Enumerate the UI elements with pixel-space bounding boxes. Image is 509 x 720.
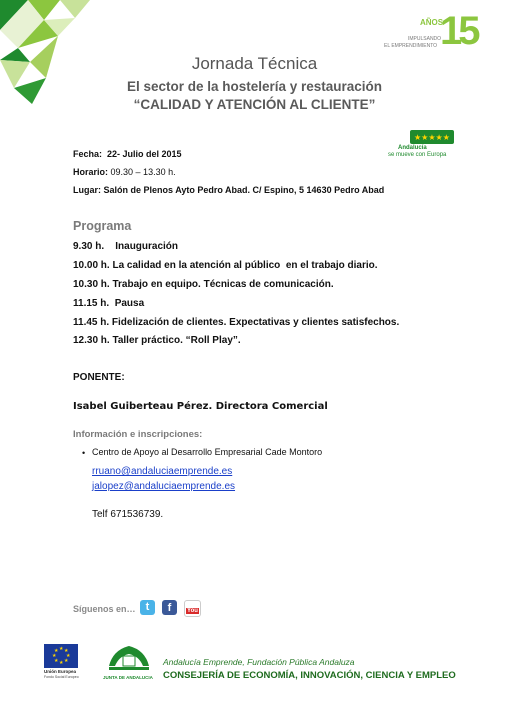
- fecha-value: 22- Julio del 2015: [107, 149, 182, 159]
- fecha-line: [73, 149, 182, 159]
- programa-item: 11.15 h. Pausa: [73, 298, 145, 309]
- lugar-value: Salón de Plenos Ayto Pedro Abad. C/ Espino, 5 14630 Pedro Abad: [103, 185, 385, 195]
- andalucia-logo-line2: se mueve con Europa: [388, 152, 447, 158]
- svg-text:★: ★: [54, 648, 59, 654]
- info-heading: Información e inscripciones:: [73, 429, 203, 440]
- subtitle-quote: “CALIDAD Y ATENCIÓN AL CLIENTE”: [133, 97, 376, 112]
- svg-text:★: ★: [52, 653, 57, 659]
- logo-line2: EL EMPRENDIMIENTO: [384, 43, 438, 49]
- footer-line1: Andalucía Emprende, Fundación Pública Andaluza: [163, 657, 355, 667]
- eu-logo: [44, 644, 78, 684]
- telefono: Telf 671536739.: [92, 509, 164, 520]
- facebook-icon[interactable]: f: [162, 600, 177, 615]
- fecha-label: Fecha:: [73, 149, 103, 159]
- svg-text:★: ★: [54, 658, 59, 664]
- eu-flag-icon: [44, 644, 78, 668]
- svg-text:★: ★: [64, 658, 69, 664]
- youtube-icon[interactable]: [184, 600, 201, 617]
- twitter-icon[interactable]: t: [140, 600, 155, 615]
- programa-item: 11.45 h. Fidelización de clientes. Expectativas y clientes satisfechos.: [73, 317, 400, 328]
- logo-line1: IMPULSANDO: [408, 36, 442, 42]
- svg-text:★★★★★: ★★★★★: [414, 133, 450, 142]
- email-link-rruano[interactable]: rruano@andaluciaemprende.es: [92, 466, 233, 477]
- logo-anos-text: AÑOS: [420, 18, 444, 27]
- horario-value: 09.30 – 13.30 h.: [110, 167, 176, 177]
- svg-text:★: ★: [64, 648, 69, 654]
- junta-emblem-icon: [103, 640, 155, 676]
- programa-item: 10.00 h. La calidad en la atención al público en el trabajo diario.: [73, 260, 378, 271]
- svg-text:★: ★: [59, 660, 64, 666]
- programa-item: 10.30 h. Trabajo en equipo. Técnicas de comunicación.: [73, 279, 334, 290]
- follow-label: Síguenos en…: [73, 604, 136, 614]
- andalucia-stars-icon: [410, 130, 454, 144]
- junta-andalucia-logo: [103, 640, 155, 686]
- ponente-heading: PONENTE:: [73, 372, 125, 383]
- svg-text:★: ★: [59, 646, 64, 652]
- programa-item: 9.30 h. Inauguración: [73, 241, 179, 252]
- programa-heading: Programa: [73, 219, 132, 233]
- bullet-icon: •: [82, 448, 86, 458]
- lugar-line: [73, 185, 384, 195]
- logo-number: 15: [440, 9, 477, 53]
- andalucia-europa-logo: [388, 130, 458, 162]
- ponente-name: Isabel Guiberteau Pérez. Directora Comercial: [73, 401, 328, 412]
- footer-line2: CONSEJERÍA DE ECONOMÍA, INNOVACIÓN, CIENCIA Y EMPLEO: [163, 670, 456, 681]
- junta-label: JUNTA DE ANDALUCIA: [103, 675, 153, 680]
- page-title: Jornada Técnica: [191, 54, 318, 73]
- horario-label: Horario:: [73, 167, 109, 177]
- email-link-jalopez[interactable]: jalopez@andaluciaemprende.es: [92, 481, 236, 492]
- eu-label-1: Unión Europea: [44, 669, 77, 674]
- eu-label-2: Fondo Social Europeo: [44, 675, 79, 679]
- info-bullet: Centro de Apoyo al Desarrollo Empresarial Cade Montoro: [92, 447, 323, 457]
- svg-text:★: ★: [66, 653, 71, 659]
- youtube-icon-text: You: [187, 608, 198, 614]
- andalucia-logo-line1: Andalucía: [398, 145, 427, 151]
- lugar-label: Lugar:: [73, 185, 101, 195]
- programa-item: 12.30 h. Taller práctico. “Roll Play”.: [73, 335, 241, 346]
- subtitle: El sector de la hostelería y restauración: [126, 79, 383, 94]
- horario-line: [73, 167, 176, 177]
